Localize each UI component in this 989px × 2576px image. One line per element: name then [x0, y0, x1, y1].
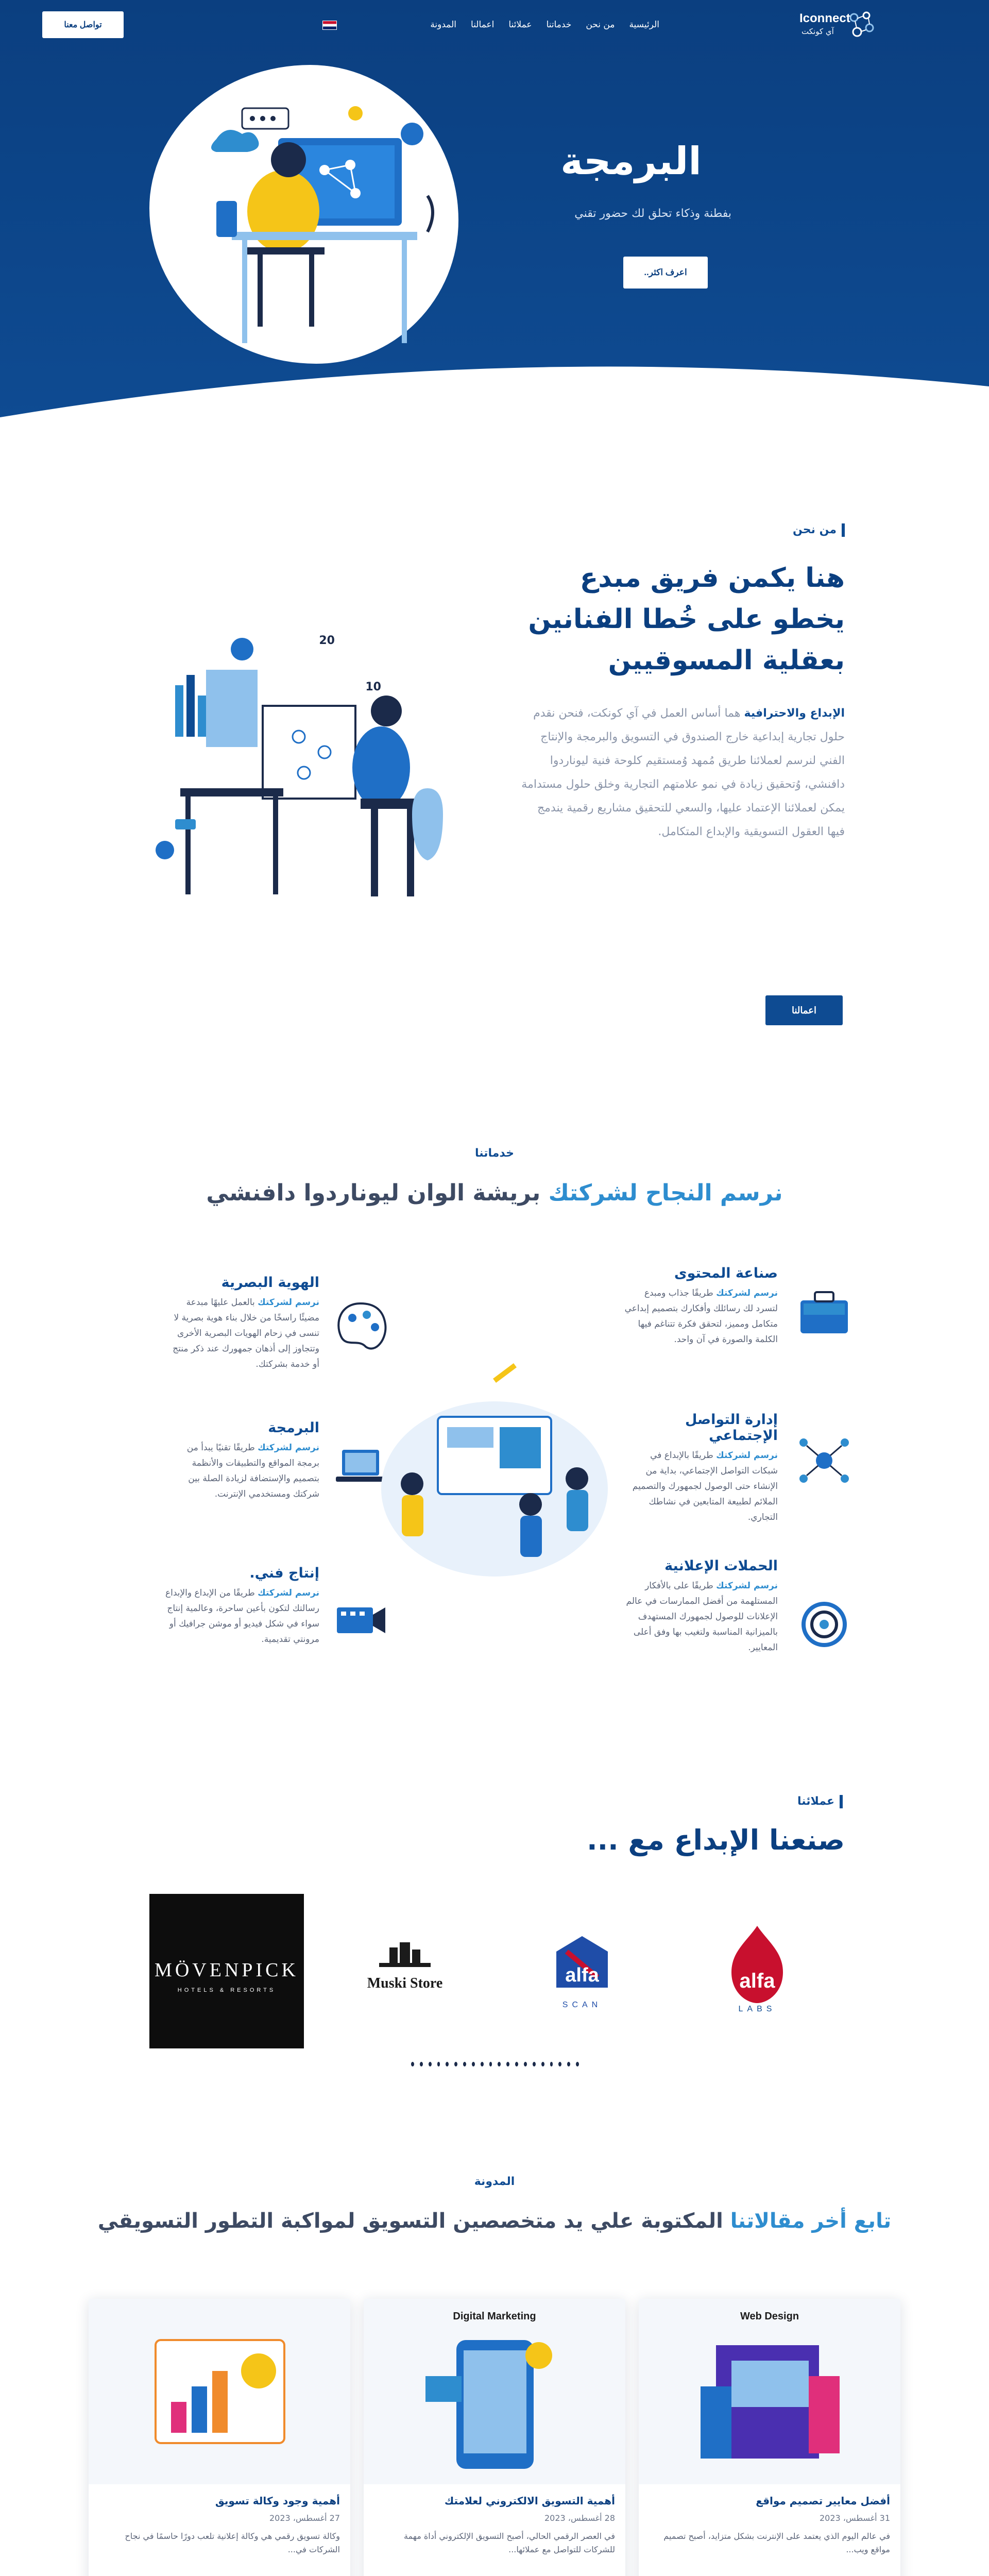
blog-eyebrow: المدونة: [474, 2175, 515, 2188]
blog-card-tag: Digital Marketing: [453, 2311, 536, 2322]
slider-dot[interactable]: [567, 2062, 570, 2066]
about-paragraph: [520, 702, 845, 844]
client-logo-sub: SCAN: [562, 2001, 602, 2009]
service-body: طريقًا جذاب ومبدع لتسرد لك رسائلك وأفكارك بتصميم إبداعي متكامل ومميز، لتحقق فكرة تتناغم فيها الكلمة والصورة في آن واحد.: [624, 1288, 778, 1345]
service-title: الحملات الإعلانية: [664, 1558, 778, 1574]
client-logo-sub: HOTELS & RESORTS: [177, 1987, 276, 1993]
service-body: طريقًا تقنيًا يبدأ من برمجة المواقع والتطبيقات والأنظمة بتصميم والإستضافة لزيادة الصلة بين شركتك ومستخدمي الإنترنت.: [186, 1443, 319, 1499]
slider-dot[interactable]: [492, 384, 498, 389]
slider-dot[interactable]: [523, 384, 528, 389]
service-title: إنتاج فني.: [249, 1565, 319, 1581]
service-body: طريقًا من الإبداع والإبداع رسالتك لتكون بأعين ساحرة، وعالمية إنتاج سواء في شكل فيديو أو موشن جرافيك أو مرونتي تقديمية.: [165, 1588, 319, 1645]
services-title-accent: نرسم النجاح لشركتك: [548, 1180, 783, 1206]
blog-card-title[interactable]: أهمية التسويق الالكتروني لعلامتك: [444, 2495, 615, 2507]
client-logo-alfa-labs[interactable]: [721, 1921, 793, 2013]
client-logo-muski-store[interactable]: [348, 1937, 462, 2009]
team-illustration: [361, 1360, 628, 1587]
service-text: [165, 1295, 319, 1372]
service-body: طريقًا على بالأفكار المستلهمة من أفضل الممارسات في عالم الإعلانات للوصول لجمهورك المستهدف بالميزانية المناسبة ولتغيب بها وفق أعلى المعايير.: [626, 1581, 778, 1653]
service-accent: نرسم لشركتك: [716, 1450, 778, 1461]
service-title: صناعة المحتوى: [674, 1265, 778, 1281]
eyebrow-bar: [840, 1795, 843, 1808]
slider-dot[interactable]: [558, 2062, 561, 2066]
about-title-line: هنا يكمن فريق مبدع: [579, 563, 845, 594]
clients-eyebrow-text: عملائنا: [797, 1795, 834, 1808]
service-text: [623, 1578, 778, 1655]
nav-home[interactable]: الرئيسية: [629, 20, 659, 30]
slider-dot[interactable]: [411, 2062, 414, 2066]
slider-dot[interactable]: [429, 2062, 432, 2066]
target-icon: [793, 1596, 855, 1653]
slider-dot[interactable]: [472, 384, 477, 389]
svg-text:20: 20: [319, 634, 335, 647]
blog-card-excerpt: في عالم اليوم الذي يعتمد على الإنترنت بشكل متزايد، أصبح تصميم مواقع ويب...: [663, 2531, 890, 2554]
hero-slider-dots: [462, 384, 528, 389]
blog-card[interactable]: [89, 2299, 350, 2576]
slider-dot[interactable]: [503, 384, 508, 389]
client-logo-word: alfa: [739, 1970, 775, 1992]
service-ads[interactable]: [623, 1558, 778, 1655]
slider-dot[interactable]: [481, 2062, 484, 2066]
slider-dot[interactable]: [533, 2062, 536, 2066]
blog-card-date: 27 أغسطس، 2023: [269, 2513, 340, 2523]
slider-dot[interactable]: [506, 2062, 509, 2066]
network-icon: [793, 1432, 855, 1489]
about-eyebrow-text: من نحن: [793, 523, 837, 536]
blog-card-date: 31 أغسطس، 2023: [819, 2513, 890, 2523]
service-content[interactable]: [623, 1265, 778, 1347]
palette-icon: [330, 1297, 391, 1354]
service-accent: نرسم لشركتك: [258, 1588, 319, 1598]
services-eyebrow: خدماتنا: [475, 1147, 514, 1160]
slider-dot[interactable]: [515, 2062, 518, 2066]
slider-dot[interactable]: [498, 2062, 501, 2066]
about-title-line: بعقلية المسوقيين: [608, 645, 845, 676]
hero-learn-more-button[interactable]: اعرف اكثر..: [623, 257, 708, 289]
artist-illustration: [155, 634, 484, 922]
client-logo-word: MÖVENPICK: [155, 1959, 299, 1981]
nav-blog[interactable]: المدونة: [430, 20, 457, 30]
service-text: [165, 1440, 319, 1502]
nav-links: [340, 20, 659, 30]
client-logo-word: Muski Store: [367, 1975, 443, 1991]
about-eyebrow: [731, 523, 845, 537]
svg-text:10: 10: [365, 681, 381, 693]
about-title-line: يخطو على خُطا الفنانين: [528, 604, 845, 635]
clients-slider-dots: [411, 2062, 579, 2066]
eyebrow-bar: [842, 523, 845, 537]
blog-card-image: [89, 2299, 350, 2484]
blog-card-title[interactable]: أهمية وجود وكالة تسويق: [215, 2495, 340, 2507]
about-lead: الإبداع والاحترافية: [744, 707, 845, 720]
blog-card-excerpt: في العصر الرقمي الحالي، أصبح التسويق الإلكتروني أداة مهمة للشركات للتواصل مع عملائها...: [404, 2531, 615, 2554]
blog-title-plain: المكتوبة علي يد متخصصين التسويق لمواكبة التطور التسويقي: [97, 2209, 730, 2233]
service-title: البرمجة: [268, 1420, 319, 1436]
service-text: [623, 1448, 778, 1525]
slider-dot[interactable]: [472, 2062, 475, 2066]
logo-text-en[interactable]: Iconnect: [799, 11, 850, 25]
services-title-plain: بريشة الوان ليوناردوا دافنشي: [206, 1180, 549, 1206]
blog-card-image: [639, 2299, 900, 2484]
clients-title: صنعنا الإبداع مع ...: [587, 1824, 845, 1856]
slider-dot[interactable]: [541, 2062, 544, 2066]
services-title: [0, 1180, 989, 1206]
hero-subtitle: بفطنة وذكاء تحلق لك حضور تقني: [574, 207, 731, 220]
slider-dot[interactable]: [524, 2062, 527, 2066]
logo-text-ar[interactable]: آي كونكت: [802, 27, 834, 36]
client-logo-sub: LABS: [738, 2005, 776, 2013]
slider-dot[interactable]: [462, 384, 467, 389]
hero-title: البرمجة: [560, 139, 702, 183]
clients-eyebrow: [750, 1795, 843, 1808]
nav-clients[interactable]: عملائنا: [508, 20, 532, 30]
about-body: هما أساس العمل في آي كونكت، فنحن نقدم حلول تجارية إبداعية خارج الصندوق في التسويق والبرمجة والإنتاج الفني لنرسم لعملائنا طريق مُمهد وُمستقيم كلوحة فنية ليوناردوا دافنشي، وُتحقيق زيادة في نمو علامتهم التجارية وخلق حلول مستدامة يمكن لعملائنا الإعتماد عليها، والسعي للتحقيق مشاريع رقمية يندمج فيها العقول التسويقية والإبداع المتكامل.: [521, 707, 845, 838]
service-social[interactable]: [623, 1412, 778, 1525]
nav-works[interactable]: اعمالنا: [471, 20, 494, 30]
service-accent: نرسم لشركتك: [716, 1581, 778, 1591]
client-logo-movenpick[interactable]: [149, 1894, 304, 2048]
slider-dot[interactable]: [446, 2062, 449, 2066]
blog-card[interactable]: [639, 2299, 900, 2576]
service-text: [623, 1285, 778, 1347]
service-text: [165, 1585, 319, 1647]
service-body: بالعمل عليهًا مبدعة مضيئًا راسخًا من خلال بناء هوية بصرية لا تنسى في زحام الهويات البصرية الأخرى وتتجاوز إلى أذهان جمهورك عند ذكر منتج أو خدمة بشركتك.: [173, 1297, 319, 1369]
slider-dot[interactable]: [463, 2062, 466, 2066]
blog-card-tag: Web Design: [740, 2311, 799, 2322]
slider-dot[interactable]: [489, 2062, 492, 2066]
blog-title: [0, 2209, 989, 2233]
slider-dot[interactable]: [420, 2062, 423, 2066]
slider-dot[interactable]: [513, 384, 518, 389]
service-production[interactable]: [165, 1565, 319, 1647]
blog-card-title[interactable]: أفضل معايير تصميم مواقع: [756, 2495, 890, 2507]
service-title: الهوية البصرية: [221, 1275, 319, 1291]
service-body: طريقًا بالإبداع في شبكات التواصل الإجتماعي، بداية من الإنشاء حتى الوصول لجمهورك والتصميم الملائم لطبيعة المتابعين في نشاطك التجاري.: [632, 1450, 778, 1522]
service-programming[interactable]: [165, 1420, 319, 1502]
slider-dot[interactable]: [576, 2062, 579, 2066]
blog-card-date: 28 أغسطس، 2023: [544, 2513, 615, 2523]
service-branding[interactable]: [165, 1275, 319, 1372]
slider-dot[interactable]: [437, 2062, 440, 2066]
slider-dot[interactable]: [482, 384, 487, 389]
film-icon: [330, 1592, 391, 1649]
service-title: إدارة التواصل الإجتماعي: [685, 1412, 778, 1444]
client-logo-word: alfa: [565, 1964, 599, 1986]
service-accent: نرسم لشركتك: [258, 1297, 319, 1308]
nav-contact-button[interactable]: تواصل معنا: [42, 11, 124, 38]
nav-services[interactable]: خدماتنا: [546, 20, 572, 30]
about-title: [494, 557, 845, 681]
service-accent: نرسم لشركتك: [716, 1288, 778, 1298]
blog-card-excerpt: وكالة تسويق رقمي هي وكالة إعلانية تلعب دورًا حاسمًا في نجاح الشركات في...: [125, 2531, 340, 2554]
slider-dot[interactable]: [550, 2062, 553, 2066]
client-logo-alfa-scan[interactable]: [546, 1921, 618, 2013]
nav-about[interactable]: من نحن: [586, 20, 615, 30]
blog-card[interactable]: [364, 2299, 625, 2576]
slider-dot[interactable]: [454, 2062, 457, 2066]
hero-section: [0, 0, 989, 422]
language-flag-icon[interactable]: [322, 21, 337, 30]
briefcase-icon: [793, 1283, 855, 1340]
blog-card-image: [364, 2299, 625, 2484]
top-navigation: [0, 0, 989, 52]
programmer-illustration: [170, 77, 458, 355]
blog-title-accent: تابع أخر مقالاتنا: [730, 2209, 892, 2233]
service-accent: نرسم لشركتك: [258, 1443, 319, 1453]
about-works-button[interactable]: اعمالنا: [765, 995, 843, 1025]
